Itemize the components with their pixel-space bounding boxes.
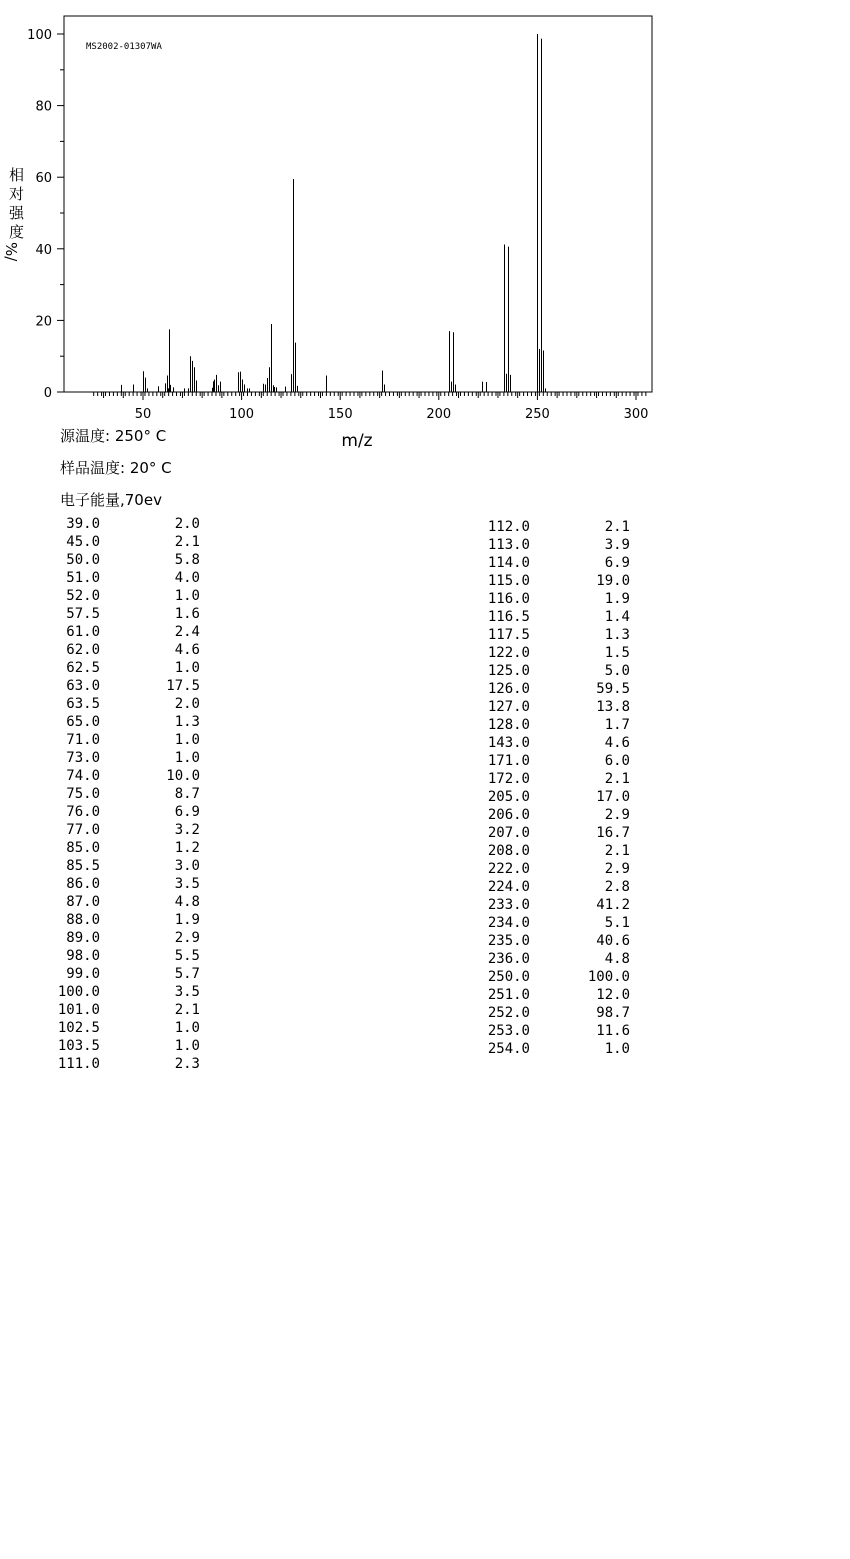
- peak-abundance: 17.0: [596, 789, 630, 805]
- peak-mz: 236.0: [487, 951, 530, 967]
- peak-mz: 250.0: [487, 969, 530, 985]
- electron-energy: 电子能量,70ev: [60, 491, 162, 509]
- peak-abundance: 4.6: [174, 642, 200, 658]
- y-tick-label: 20: [35, 314, 52, 330]
- peak-mz: 252.0: [487, 1005, 530, 1021]
- peak-abundance: 2.1: [174, 1002, 200, 1018]
- y-axis: [27, 28, 64, 401]
- peak-row: [40, 695, 200, 713]
- plot-frame: [64, 16, 652, 392]
- peak-row: [470, 824, 630, 842]
- peak-abundance: 1.4: [604, 609, 630, 625]
- peak-row: [470, 950, 630, 968]
- peak-table-left: [40, 515, 200, 1073]
- x-tick-label: 200: [426, 407, 452, 422]
- y-tick-label: 0: [43, 386, 52, 401]
- peak-abundance: 2.1: [604, 771, 630, 787]
- peak-mz: 45.0: [66, 534, 100, 550]
- peak-abundance: 2.0: [174, 516, 200, 532]
- peak-row: [470, 608, 630, 626]
- peak-mz: 113.0: [487, 537, 530, 553]
- peak-abundance: 100.0: [587, 969, 630, 985]
- peak-abundance: 3.9: [604, 537, 630, 553]
- peak-abundance: 2.4: [174, 624, 200, 640]
- peak-abundance: 2.3: [174, 1056, 200, 1072]
- peak-row: [40, 731, 200, 749]
- peak-row: [470, 572, 630, 590]
- peak-row: [40, 767, 200, 785]
- peak-mz: 52.0: [66, 588, 100, 604]
- peak-mz: 171.0: [487, 753, 530, 769]
- peak-abundance: 2.9: [174, 930, 200, 946]
- peak-abundance: 2.1: [604, 519, 630, 535]
- peak-abundance: 6.9: [174, 804, 200, 820]
- peak-abundance: 19.0: [596, 573, 630, 589]
- peak-row: [40, 1037, 200, 1055]
- peak-abundance: 1.0: [174, 660, 200, 676]
- peak-mz: 57.5: [66, 606, 100, 622]
- peak-abundance: 3.0: [174, 858, 200, 874]
- peak-row: [40, 677, 200, 695]
- source-temperature: 源温度: 250° C: [60, 427, 167, 445]
- peak-abundance: 1.3: [604, 627, 630, 643]
- peak-row: [470, 752, 630, 770]
- peak-mz: 208.0: [487, 843, 530, 859]
- peak-mz: 117.5: [487, 627, 530, 643]
- peak-row: [470, 1040, 630, 1058]
- peak-row: [40, 569, 200, 587]
- peak-row: [470, 986, 630, 1004]
- peak-mz: 126.0: [487, 681, 530, 697]
- x-axis: [104, 392, 649, 422]
- peak-abundance: 10.0: [166, 768, 200, 784]
- peak-mz: 76.0: [66, 804, 100, 820]
- peak-mz: 234.0: [487, 915, 530, 931]
- peak-mz: 207.0: [487, 825, 530, 841]
- peak-abundance: 1.2: [174, 840, 200, 856]
- peak-row: [40, 533, 200, 551]
- peak-row: [40, 983, 200, 1001]
- peak-mz: 111.0: [57, 1056, 100, 1072]
- peak-mz: 233.0: [487, 897, 530, 913]
- y-label-char: 强: [9, 204, 25, 222]
- peak-mz: 116.0: [487, 591, 530, 607]
- peak-row: [470, 788, 630, 806]
- peak-abundance: 98.7: [596, 1005, 630, 1021]
- peak-row: [40, 587, 200, 605]
- peak-abundance: 1.0: [174, 1020, 200, 1036]
- plot-border: [64, 16, 652, 392]
- peak-mz: 102.5: [57, 1020, 100, 1036]
- peak-mz: 65.0: [66, 714, 100, 730]
- peak-row: [470, 896, 630, 914]
- peak-table-right: [470, 518, 630, 1058]
- peak-row: [470, 842, 630, 860]
- peak-row: [470, 680, 630, 698]
- peak-row: [470, 806, 630, 824]
- peak-mz: 253.0: [487, 1023, 530, 1039]
- peak-row: [40, 947, 200, 965]
- peak-mz: 205.0: [487, 789, 530, 805]
- sample-temperature: 样品温度: 20° C: [60, 459, 172, 477]
- peak-abundance: 5.0: [604, 663, 630, 679]
- peak-abundance: 3.2: [174, 822, 200, 838]
- peak-mz: 63.5: [66, 696, 100, 712]
- peak-mz: 235.0: [487, 933, 530, 949]
- peak-abundance: 1.9: [604, 591, 630, 607]
- peak-abundance: 1.0: [174, 1038, 200, 1054]
- peak-row: [40, 1019, 200, 1037]
- peak-mz: 224.0: [487, 879, 530, 895]
- peak-abundance: 1.9: [174, 912, 200, 928]
- peak-abundance: 5.7: [174, 966, 200, 982]
- peak-abundance: 2.0: [174, 696, 200, 712]
- x-tick-label: 250: [524, 407, 550, 422]
- peak-abundance: 1.0: [174, 750, 200, 766]
- peak-row: [40, 1001, 200, 1019]
- peak-row: [470, 860, 630, 878]
- peak-row: [470, 716, 630, 734]
- peak-abundance: 1.3: [174, 714, 200, 730]
- peak-mz: 74.0: [66, 768, 100, 784]
- peak-mz: 39.0: [66, 516, 100, 532]
- peak-row: [40, 821, 200, 839]
- peak-mz: 114.0: [487, 555, 530, 571]
- peak-mz: 89.0: [66, 930, 100, 946]
- y-tick-label: 80: [35, 99, 52, 115]
- peak-abundance: 2.9: [604, 861, 630, 877]
- peak-row: [40, 875, 200, 893]
- peak-mz: 112.0: [487, 519, 530, 535]
- peak-row: [40, 659, 200, 677]
- peak-row: [40, 551, 200, 569]
- peak-mz: 127.0: [487, 699, 530, 715]
- peak-row: [470, 590, 630, 608]
- peak-mz: 87.0: [66, 894, 100, 910]
- peak-abundance: 12.0: [596, 987, 630, 1003]
- peak-mz: 172.0: [487, 771, 530, 787]
- peak-mz: 62.0: [66, 642, 100, 658]
- peak-abundance: 8.7: [174, 786, 200, 802]
- peak-row: [470, 968, 630, 986]
- peak-mz: 51.0: [66, 570, 100, 586]
- y-tick-label: 40: [35, 242, 52, 258]
- peak-abundance: 3.5: [174, 984, 200, 1000]
- x-minor-ticks: [94, 392, 646, 396]
- peak-mz: 73.0: [66, 750, 100, 766]
- peak-row: [40, 605, 200, 623]
- peak-mz: 103.5: [57, 1038, 100, 1054]
- x-tick-label: 100: [229, 407, 255, 422]
- peak-row: [40, 803, 200, 821]
- peak-abundance: 1.0: [174, 588, 200, 604]
- peak-row: [470, 536, 630, 554]
- peak-mz: 122.0: [487, 645, 530, 661]
- peak-abundance: 1.0: [604, 1041, 630, 1057]
- peak-mz: 100.0: [57, 984, 100, 1000]
- peak-mz: 50.0: [66, 552, 100, 568]
- sample-id: MS2002-01307WA: [86, 42, 162, 52]
- peak-abundance: 6.0: [604, 753, 630, 769]
- x-tick-label: 300: [623, 407, 649, 422]
- peak-row: [470, 1022, 630, 1040]
- peak-abundance: 4.8: [174, 894, 200, 910]
- y-tick-label: 60: [35, 171, 52, 187]
- peak-row: [470, 1004, 630, 1022]
- peak-row: [40, 515, 200, 533]
- peak-abundance: 11.6: [596, 1023, 630, 1039]
- peak-abundance: 4.0: [174, 570, 200, 586]
- peak-row: [40, 929, 200, 947]
- peak-row: [40, 785, 200, 803]
- peak-row: [40, 911, 200, 929]
- peak-mz: 85.0: [66, 840, 100, 856]
- peak-mz: 98.0: [66, 948, 100, 964]
- peak-abundance: 1.6: [174, 606, 200, 622]
- peak-abundance: 1.5: [604, 645, 630, 661]
- peak-mz: 77.0: [66, 822, 100, 838]
- peak-row: [40, 713, 200, 731]
- peak-mz: 75.0: [66, 786, 100, 802]
- peak-row: [470, 932, 630, 950]
- peak-abundance: 59.5: [596, 681, 630, 697]
- peak-row: [470, 518, 630, 536]
- peak-abundance: 3.5: [174, 876, 200, 892]
- peak-mz: 99.0: [66, 966, 100, 982]
- peak-abundance: 2.8: [604, 879, 630, 895]
- peak-row: [40, 1055, 200, 1073]
- peak-row: [470, 698, 630, 716]
- peak-row: [40, 893, 200, 911]
- peak-row: [470, 770, 630, 788]
- peak-abundance: 41.2: [596, 897, 630, 913]
- peak-abundance: 1.7: [604, 717, 630, 733]
- peak-mz: 101.0: [57, 1002, 100, 1018]
- peak-row: [470, 914, 630, 932]
- peak-abundance: 2.1: [174, 534, 200, 550]
- peak-abundance: 2.1: [604, 843, 630, 859]
- peak-abundance: 5.1: [604, 915, 630, 931]
- peak-mz: 63.0: [66, 678, 100, 694]
- peak-mz: 115.0: [487, 573, 530, 589]
- peak-mz: 116.5: [487, 609, 530, 625]
- peak-abundance: 2.9: [604, 807, 630, 823]
- peak-abundance: 17.5: [166, 678, 200, 694]
- peak-abundance: 5.8: [174, 552, 200, 568]
- peak-mz: 206.0: [487, 807, 530, 823]
- peak-row: [470, 878, 630, 896]
- peak-row: [470, 644, 630, 662]
- peak-abundance: 4.8: [604, 951, 630, 967]
- x-tick-label: 150: [327, 407, 353, 422]
- x-axis-label: m/z: [341, 431, 373, 451]
- mass-spectrum-chart: [0, 0, 850, 460]
- peak-row: [470, 626, 630, 644]
- peak-bars: [122, 34, 546, 392]
- peak-mz: 125.0: [487, 663, 530, 679]
- peak-row: [470, 662, 630, 680]
- peak-mz: 85.5: [66, 858, 100, 874]
- peak-row: [470, 734, 630, 752]
- y-label-char: 度: [9, 223, 25, 241]
- y-label-char: 相: [9, 166, 25, 184]
- peak-abundance: 40.6: [596, 933, 630, 949]
- peak-row: [40, 839, 200, 857]
- y-axis-label: [2, 166, 25, 262]
- peak-mz: 254.0: [487, 1041, 530, 1057]
- peak-mz: 71.0: [66, 732, 100, 748]
- peak-mz: 88.0: [66, 912, 100, 928]
- peak-row: [40, 749, 200, 767]
- peak-abundance: 1.0: [174, 732, 200, 748]
- peak-mz: 128.0: [487, 717, 530, 733]
- peak-abundance: 6.9: [604, 555, 630, 571]
- y-label-percent: %/: [2, 242, 20, 262]
- y-label-char: 对: [9, 185, 25, 203]
- peak-mz: 86.0: [66, 876, 100, 892]
- peak-mz: 143.0: [487, 735, 530, 751]
- peak-mz: 61.0: [66, 624, 100, 640]
- peak-row: [40, 965, 200, 983]
- peak-abundance: 5.5: [174, 948, 200, 964]
- peak-row: [40, 641, 200, 659]
- peak-mz: 62.5: [66, 660, 100, 676]
- peak-abundance: 13.8: [596, 699, 630, 715]
- peak-mz: 251.0: [487, 987, 530, 1003]
- peak-row: [40, 623, 200, 641]
- peak-mz: 222.0: [487, 861, 530, 877]
- x-tick-label: 50: [134, 407, 152, 422]
- peak-abundance: 4.6: [604, 735, 630, 751]
- peak-row: [470, 554, 630, 572]
- peak-abundance: 16.7: [596, 825, 630, 841]
- peak-row: [40, 857, 200, 875]
- y-tick-label: 100: [27, 28, 52, 43]
